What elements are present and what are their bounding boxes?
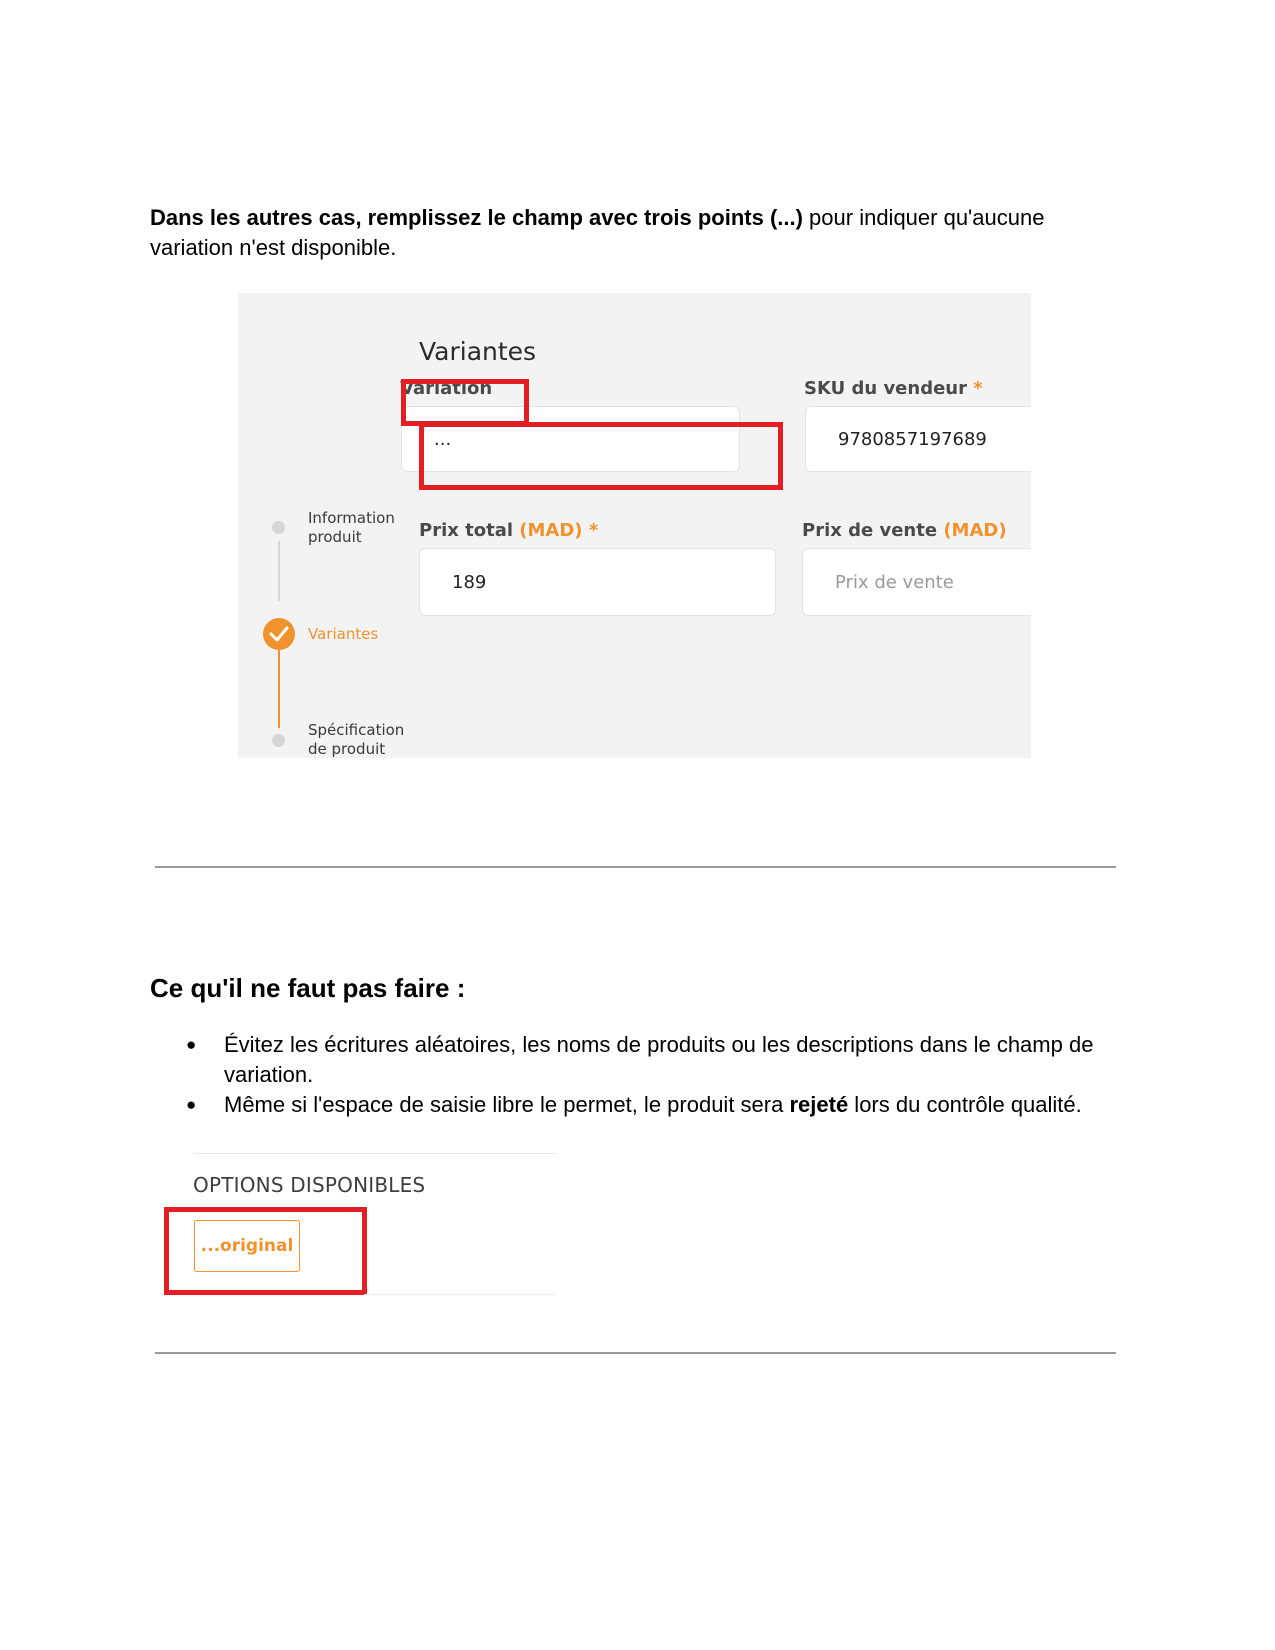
divider-2 [155,1352,1116,1354]
options-bottom-line [364,1294,556,1295]
prix-total-currency: (MAD) [519,520,583,541]
step-check-variantes [263,618,295,650]
sku-label-text: SKU du vendeur [804,378,967,399]
prix-vente-currency: (MAD) [943,520,1007,541]
intro-bold-text: Dans les autres cas, remplissez le champ avec trois points (...) [150,205,803,230]
stepper-line-top [278,541,280,601]
sku-input[interactable]: 9780857197689 [805,406,1031,472]
stepper-line-bottom [278,650,280,728]
variantes-screenshot [238,293,1031,758]
options-top-line [194,1153,556,1154]
options-title: OPTIONS DISPONIBLES [193,1173,426,1197]
prix-total-input[interactable]: 189 [419,548,776,616]
step-dot-information [272,521,285,534]
check-icon [269,625,289,643]
variation-input-highlight [419,422,783,490]
option-chip[interactable]: ...original [194,1220,300,1272]
step-label-variantes[interactable]: Variantes [308,625,379,643]
variation-label-highlight [401,379,529,426]
bullet-2-bold: rejeté [789,1092,849,1117]
divider-1 [155,866,1116,868]
prix-vente-input[interactable]: Prix de vente [802,548,1031,616]
section-heading: Ce qu'il ne faut pas faire : [150,973,466,1003]
prix-total-required-mark: * [588,520,599,541]
prix-vente-label [802,520,1007,541]
variation-input[interactable]: ... [401,406,740,472]
bullet-item-2 [180,1090,1130,1120]
bullet-list [180,1030,1130,1120]
intro-paragraph [150,203,1110,263]
option-chip-highlight [164,1207,367,1295]
sku-required-mark: * [973,378,983,399]
bullet-2-text-before: Même si l'espace de saisie libre le permet, le produit sera [224,1092,790,1117]
section-title: Variantes [419,337,537,366]
sku-label [804,378,983,399]
bullet-item-1 [180,1030,1130,1090]
step-label-information[interactable]: Information produit [308,509,395,546]
prix-total-label-text: Prix total [419,520,514,541]
bullet-1-text: Évitez les écritures aléatoires, les noms de produits ou les descriptions dans le champ de variation. [224,1032,1094,1087]
intro-rest-text: pour indiquer qu'aucune variation n'est disponible. [150,205,1045,260]
bullet-2-text-after: lors du contrôle qualité. [848,1092,1082,1117]
step-label-specification[interactable]: Spécification de produit [308,721,405,758]
step-dot-specification [272,734,285,747]
prix-total-label [419,520,598,541]
variation-label: Variation [400,378,493,399]
options-screenshot [164,1153,556,1295]
prix-vente-label-text: Prix de vente [802,520,938,541]
